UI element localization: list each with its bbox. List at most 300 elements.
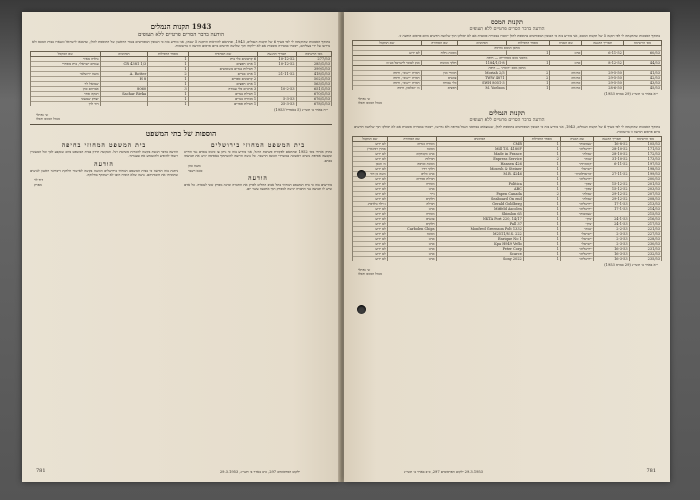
right-date-line-2: י״א באדר ב׳ תשי״ג (29 במרס 1953)	[604, 263, 658, 268]
table-cell: עמרם ישראלי, בית מסחרי	[31, 61, 101, 66]
column-header: שם המקבל	[31, 51, 101, 56]
table-cell: 2-2-53	[594, 227, 629, 232]
table-cell: לא ידוע	[353, 227, 388, 232]
column-header: שם המקבל	[353, 137, 388, 142]
table-cell: 6-11-52	[594, 162, 629, 167]
block1-signer-role: כונס רשמי	[188, 169, 203, 174]
table-cell: כלי עבודה	[421, 81, 458, 86]
table-cell: חלקים	[387, 197, 436, 202]
table-cell: Gerald Goldberg	[436, 202, 523, 207]
left-page-subtitle: הודעה בדבר הסרים פרטיים ללא תעופים	[137, 32, 225, 38]
table-cell: ארגז	[550, 51, 582, 56]
table-cell: 6 קרטונים כלי בית	[188, 56, 257, 61]
table-cell: 1 ארגז בגדים	[188, 71, 257, 76]
right-section2-subtitle: הודעה בדבר הסרים פרטיים ללא תעופים	[469, 118, 545, 124]
left-table-body	[31, 56, 332, 106]
table-cell: ABC	[436, 187, 523, 192]
table-cell: 2-3-53	[594, 232, 629, 237]
table-cell: 1	[148, 101, 189, 106]
table-cell: 1	[523, 247, 560, 252]
table-cell: 45/53	[623, 86, 661, 91]
table-cell: חבילת ספרים	[387, 177, 436, 182]
table-cell: 29-5-50	[582, 81, 623, 86]
table-cell: 1	[523, 152, 560, 157]
table-cell: 1	[148, 81, 189, 86]
right-port-table	[352, 136, 662, 261]
table-cell: לא ידוע	[353, 257, 388, 262]
left-page-title: 1943 תקנות הנמלים	[150, 22, 212, 31]
divider	[30, 124, 332, 125]
table-cell: חומרי בנין	[421, 71, 458, 76]
table-cell: 15-12-52	[594, 187, 629, 192]
table-cell: 676/1/53	[296, 96, 331, 101]
table-cell: ארגז בקבוקים	[387, 152, 436, 157]
binder-hole-icon	[357, 305, 366, 314]
table-cell: 418/1/53	[296, 71, 331, 76]
group-label: מחסני מכס מסחריים — חיפה	[353, 56, 662, 61]
table-cell: Mosesh & Steiner	[436, 167, 523, 172]
table-cell: 16-3-53	[594, 252, 629, 257]
block4-title: הודעה	[94, 160, 114, 168]
table-cell: 29-5-50	[582, 76, 623, 81]
column-header: תאריך ההגעה	[594, 137, 629, 142]
table-cell: 173/53	[629, 157, 661, 162]
table-cell: 197/53	[629, 162, 661, 167]
right-page	[344, 12, 670, 482]
table-cell: 232/53	[629, 252, 661, 257]
table-cell: 670/1/53	[296, 91, 331, 96]
table-cell: M2511/N.S. 222	[436, 232, 523, 237]
table-cell: 42/53	[623, 76, 661, 81]
port-table-body	[353, 142, 662, 262]
left-signer-title: מנהל המכס והבלו	[36, 116, 61, 121]
table-cell: 1 ארגז חפצים	[188, 81, 257, 86]
left-signer-name: ש׳ נפתלי	[36, 112, 49, 117]
table-cell: ״קוממיות״	[560, 162, 594, 167]
right-date-line: י״א באדר ב׳ תשי״ג (29 במרס 1953)	[604, 92, 658, 97]
table-cell: A. Rotter	[100, 71, 148, 76]
table-cell: ארגזים	[550, 71, 582, 76]
column-header: שם האניה	[550, 41, 582, 46]
right-signer2-name: ש׳ נפתלי	[358, 268, 371, 273]
table-cell: 235/53	[629, 257, 661, 262]
table-cell: ארגזים	[550, 76, 582, 81]
table-cell: ״ציון״	[560, 217, 594, 222]
table-cell: Seaboard On end	[436, 197, 523, 202]
table-cell: 1	[523, 222, 560, 227]
table-row	[353, 257, 662, 262]
table-cell: 1	[523, 242, 560, 247]
table-cell: ארגז	[387, 247, 436, 252]
table-cell: 227/53	[629, 232, 661, 237]
table-cell: ״ירושלים״	[560, 147, 594, 152]
table-cell: בנק לאומי לישראל בע״מ	[353, 61, 422, 66]
table-cell: 10-2-53	[258, 86, 296, 91]
table-cell: 25-3-53	[258, 101, 296, 106]
table-cell: 1	[148, 96, 189, 101]
table-cell: 1	[506, 51, 550, 56]
table-cell: חלקים	[387, 222, 436, 227]
table-cell: ״נגבה״	[560, 157, 594, 162]
table-cell: 1	[506, 61, 550, 66]
right-table-body	[353, 46, 662, 91]
table-cell: 502/1/53	[296, 76, 331, 81]
right-footer: 29.3.1953 ילקוט הפרסומים 297, כ״ב באדר ב׳ תשי״ג	[404, 470, 483, 474]
binder-hole-icon	[357, 170, 366, 179]
table-cell: ארגז	[387, 187, 436, 192]
table-cell: 21-11-52	[258, 71, 296, 76]
table-cell: ״ישראל״	[560, 232, 594, 237]
column-header: הסימנים	[458, 41, 506, 46]
table-cell: 43/53	[623, 81, 661, 86]
table-cell: 1	[523, 202, 560, 207]
table-cell: ארגז	[387, 237, 436, 242]
table-cell: לא ידוע	[353, 152, 388, 157]
table-cell: 1	[523, 232, 560, 237]
table-cell: 1	[148, 66, 189, 71]
table-cell: 27-11-52	[594, 172, 629, 177]
table-cell: Moriah 2/3	[458, 71, 506, 76]
table-cell: Papen Canada	[436, 192, 523, 197]
table-cell: 1184/1/1-8	[458, 61, 506, 66]
table-cell: ״נגבה״	[560, 227, 594, 232]
table-cell: 2-3-53	[594, 237, 629, 242]
table-cell: M.B. 4246	[436, 172, 523, 177]
left-footer: ילקוט הפרסומים 297, כ״ב באדר ב׳ תשי״ג, 29.3.1953	[219, 470, 300, 474]
table-cell: ״ירושלים״	[560, 247, 594, 252]
column-header: תאריך ההגעה	[582, 41, 623, 46]
court-column-right	[184, 140, 332, 192]
table-cell: 198/53	[629, 167, 661, 172]
left-page	[22, 12, 340, 482]
table-cell: 8-12-52	[582, 61, 623, 66]
table-cell: 215/53	[629, 212, 661, 217]
table-cell: ״ישראל״	[560, 242, 594, 247]
table-cell: לא ידוע	[353, 217, 388, 222]
table-cell: 28-10-52	[594, 147, 629, 152]
table-cell: 15-12-52	[594, 182, 629, 187]
left-goods-table	[30, 51, 332, 106]
table-cell: אברהם כהן	[31, 86, 101, 91]
table-cell: 1	[523, 142, 560, 147]
table-cell: 2	[523, 192, 560, 197]
table-cell: מזוודה	[387, 212, 436, 217]
table-cell: 172/53	[629, 152, 661, 157]
table-cell: ארגז	[550, 61, 582, 66]
right-goods-table	[352, 40, 662, 90]
table-cell: חברת ״ישוב״, חיפה	[353, 76, 422, 81]
table-cell: 1 מזוודה בגדים	[188, 96, 257, 101]
table-cell: חלקי מכונות	[421, 61, 458, 66]
table-cell: Monfred Greenson Polt 1332	[436, 227, 523, 232]
table-cell: 1	[523, 182, 560, 187]
court-notices-columns	[30, 140, 332, 192]
table-cell: 1	[523, 212, 560, 217]
table-cell: אהרן רבינוביץ	[353, 147, 388, 152]
table-cell: 563/1/53	[296, 81, 331, 86]
table-cell: 65 Shimlon	[436, 212, 523, 217]
table-cell: 1	[506, 86, 550, 91]
block2-text: מודיעים בזה כי בית המשפט המחוזי בתל אביב החליט לפרק את החברה ומינה מפרק זמני לנכסיה. כל אדם שיש לו תביעה נגד החברה יגישה למפרק תוך ארבעה עשר יום.	[184, 183, 332, 192]
group-label: מחסן מכס ״רמות״ — חיפה	[353, 66, 662, 71]
column-header: שם הסחורה	[387, 137, 436, 142]
table-cell: 199/53	[629, 172, 661, 177]
table-cell: 1	[523, 257, 560, 262]
block3-title: בית המשפט המחוזי בחיפה	[61, 141, 147, 149]
block1-title: בית המשפט המחוזי בירושלים	[210, 141, 306, 149]
table-cell: חברת ״ישוב״, חיפה	[353, 81, 422, 86]
column-header: מס׳ הרשימה	[296, 51, 331, 56]
table-cell: 1	[148, 76, 189, 81]
table-cell: 5-3-53	[258, 96, 296, 101]
column-header: הסימנים	[436, 137, 523, 142]
table-cell: 1	[148, 61, 189, 66]
right-signer-name: ש׳ נפתלי	[358, 97, 371, 102]
table-cell: ״ירושלים״	[560, 257, 594, 262]
table-cell: גולדה מאיר	[31, 56, 101, 61]
table-cell: ארגז	[387, 252, 436, 257]
table-cell: 2	[523, 157, 560, 162]
table-cell: Sony 2022	[436, 257, 523, 262]
table-cell: נייר	[387, 192, 436, 197]
table-cell: 201/53	[629, 182, 661, 187]
table-cell: לא ידוע	[353, 192, 388, 197]
table-cell: חלקי רדיו	[387, 167, 436, 172]
table-cell: 10-12-52	[258, 56, 296, 61]
table-cell: 2 קרטונים ספרים	[188, 76, 257, 81]
table-cell: ארגזים	[550, 81, 582, 86]
left-intro-paragraph: בתוקף הסמכות שהוקנתה לי לפי סעיף 6 של תקנות הנמלים, 1943, ובהתאם להוראות התקנה 5 שבהן, אני מודיע בזה כי הטובין המפורטים בטור הראשון של התוספת להלן, שהובאו לישראל ונשארו בבית המכס ולא נדרשו על ידי בעליהם, יימכרו במכירה פומבית אם לא יילקחו תוך שלושה חדשים מיום פרסום הודעה זו ברשומות.	[32, 40, 331, 49]
table-cell: יצחק שמעוני	[31, 96, 101, 101]
table-cell: חבילה	[387, 202, 436, 207]
table-cell: 1	[523, 197, 560, 202]
table-cell: צבעים	[421, 76, 458, 81]
table-cell: לא ידוע	[353, 187, 388, 192]
block3-text: הודעה בדבר הגשת בקשה להכרזת פשיטת רגל. הבקשה תידון בבית המשפט ביום שנקבע לכך וכל המעוניין רשאי להופיע ולהשמיע את טענותיו.	[30, 149, 178, 159]
table-cell: Made in France	[436, 152, 523, 157]
table-cell: CMB	[436, 142, 523, 147]
table-cell: לא ידוע	[353, 167, 388, 172]
table-cell: 31-10-52	[594, 157, 629, 162]
table-cell: לא ידוע	[353, 242, 388, 247]
table-cell: 29-12-52	[594, 192, 629, 197]
table-cell: חברת ״ישוב״, חיפה	[353, 71, 422, 76]
right-section2-intro: בתוקף הסמכות שהוקנתה לי לפי סעיף 6 של תקנות הנמלים, 1943, אני מודיע בזה כי הטובין המפורטים בתוספת להלן, שנמצאים במחסני הנמל בחיפה ולא נדרשו, יימכרו במכירה פומבית אם לא יסולקו תוך שלושה חדשים מיום פרסום הודעה זו ברשומות.	[354, 125, 660, 134]
table-cell: Express Service	[436, 157, 523, 162]
table-cell: 200/53	[629, 177, 661, 182]
table-cell: מכונת גילוח	[421, 51, 458, 56]
column-header: תאריך ההגעה	[258, 51, 296, 56]
table-cell: 1	[148, 56, 189, 61]
table-cell: 203/53	[629, 187, 661, 192]
table-cell: לא ידוע	[353, 157, 388, 162]
table-cell: לא ידוע	[353, 197, 388, 202]
table-cell: ״ירושלים״	[560, 252, 594, 257]
table-cell: 1	[523, 147, 560, 152]
table-cell: 213/53	[629, 202, 661, 207]
table-cell: ״טרנסילבניה״	[560, 172, 594, 177]
column-header: מס׳ הרשימה	[623, 41, 661, 46]
table-row	[31, 101, 332, 106]
table-cell: רבקה סחר	[31, 91, 101, 96]
table-cell: 1	[523, 187, 560, 192]
table-cell: 1	[523, 207, 560, 212]
group-label: מחסן המכס בחיפה	[353, 46, 662, 51]
table-cell: ארגז	[387, 257, 436, 262]
table-cell: 1	[523, 252, 560, 257]
table-cell: 216/53	[629, 217, 661, 222]
right-intro-paragraph: בתוקף הסמכות שהוקנתה לי לפי תקנה 5 של תקנות המכס, אני מודיע בזה כי הטובין המפורטים בתוספת להלן יימכרו במכירה פומבית אם לא יסולקו תוך שלושה חדשים מיום פרסום הודעה זו.	[398, 34, 660, 38]
table-cell: ״צפון״	[560, 182, 594, 187]
table-cell: 2-3-53	[594, 242, 629, 247]
table-cell: 2	[506, 76, 550, 81]
table-cell: CR 4381 1/3	[100, 61, 148, 66]
table-cell: 399/1/53	[296, 66, 331, 71]
table-cell: 8060	[100, 86, 148, 91]
table-cell: מזוודה בגדים	[387, 142, 436, 147]
table-cell: ״צפון״	[560, 187, 594, 192]
table-cell: 1	[523, 227, 560, 232]
table-cell: 1	[148, 91, 189, 96]
table-cell: ״ירושלים״	[560, 202, 594, 207]
column-header: שם הסחורה	[188, 51, 257, 56]
table-cell: חבילות	[387, 157, 436, 162]
column-header: מס׳ הרשימה	[629, 137, 661, 142]
block2-title: הודעה	[248, 175, 268, 183]
table-cell: לא ידוע	[353, 222, 388, 227]
block4-text: ניתנת בזה הודעה כי בבית המשפט המחוזי בירושלים הוגשה בקשה לאישור חלוקת דיבידנד ראשון לנושים שהוכיחו את חובותיהם. נושה שלא הוכיח חובו לא ישתתף בחלוקה.	[30, 168, 178, 178]
column-header: שם האניה	[560, 137, 594, 142]
left-date-line: י״ח באדר ב׳ תשי״ג (5 באפריל 1953)	[274, 107, 328, 112]
table-cell: 285/1/53	[296, 61, 331, 66]
table-cell: חפצים	[421, 86, 458, 91]
table-cell: 1	[506, 81, 550, 86]
table-cell: 105/53	[629, 142, 661, 147]
table-cell: 24-1-53	[594, 217, 629, 222]
right-page-title: תקנות המכס	[491, 18, 523, 26]
court-section-title: הוספות של בתי המשפט	[145, 128, 217, 138]
table-cell: 6-11-52	[582, 51, 623, 56]
table-row	[353, 86, 662, 91]
table-cell: משה בן דוד	[353, 172, 388, 177]
table-cell: מכונה	[387, 232, 436, 237]
table-cell: מכונה	[387, 147, 436, 152]
table-cell: 7 חבילות בגדים משומשים	[188, 66, 257, 71]
table-cell: מכונת כביסה	[387, 162, 436, 167]
table-cell: 28-6-50	[582, 86, 623, 91]
table-cell: 221/53	[629, 227, 661, 232]
table-cell: 1 חבילת ספרים	[188, 101, 257, 106]
table-cell: ״גאולה״	[560, 197, 594, 202]
table-cell: לא ידוע	[353, 232, 388, 237]
table-cell: דוד לוין	[31, 101, 101, 106]
column-header: מספר החבילות	[148, 51, 189, 56]
court-column-left	[30, 140, 178, 192]
table-cell: M. Yoelson	[458, 86, 506, 91]
table-cell: ארגז	[387, 242, 436, 247]
table-cell: 1	[523, 177, 560, 182]
block4-signer-role: מפרק	[34, 183, 42, 188]
table-cell: 2	[506, 71, 550, 76]
table-cell: 41/53	[623, 71, 661, 76]
table-cell: 678/1/53	[296, 101, 331, 106]
table-cell: 230/53	[629, 242, 661, 247]
left-page-number: 781	[36, 468, 46, 474]
table-cell: Sachar Rivka	[100, 91, 148, 96]
table-cell: ״ישראל״	[560, 167, 594, 172]
table-cell: צבעים	[387, 217, 436, 222]
table-cell: 214/53	[629, 207, 661, 212]
table-cell: 217/53	[629, 222, 661, 227]
table-cell: 24-1-53	[594, 222, 629, 227]
block1-text: בתיק אזרחי מס׳ 1952 ובהתאם לפקודת פשיטת הרגל, אני מודיע בזה כי ניתן צו כינוס נכסים נגד החייב ונקבעה אסיפת נושים ראשונה במשרדי הכונס הרשמי. כל נושה הרוצה להשתתף באסיפה יגיש את תביעתו בכתב.	[184, 149, 332, 163]
table-cell: ״ציון״	[560, 222, 594, 227]
column-header: שם הסחורה	[421, 41, 458, 46]
table-cell: 1	[523, 162, 560, 167]
table-cell: 1 ארגז חפצים	[188, 61, 257, 66]
table-cell: לא ידוע	[353, 207, 388, 212]
table-cell: מ׳ יואלסון, חיפה	[353, 86, 422, 91]
table-cell: ״גאולה״	[560, 152, 594, 157]
block4-signer: דוד לוי	[34, 178, 44, 183]
table-cell: TWW 4871	[458, 76, 506, 81]
right-page-number: 781	[646, 468, 656, 474]
table-cell: לא ידוע	[353, 177, 388, 182]
table-cell: 1	[523, 237, 560, 242]
table-cell: 3	[148, 86, 189, 91]
table-cell: לא ידוע	[353, 247, 388, 252]
table-cell: לא ידוע	[353, 212, 388, 217]
table-cell: 16-3-53	[594, 257, 629, 262]
table-cell: ״עצמאות״	[560, 212, 594, 217]
table-cell: ״ישראל״	[560, 237, 594, 242]
right-signer2-title: מנהל המכס והבלו	[358, 272, 383, 277]
table-cell: Carbolen Chips	[387, 227, 436, 232]
table-cell: מ׳ הנסן	[353, 162, 388, 167]
table-cell: 3 ארגזים כלי עבודה	[188, 86, 257, 91]
table-cell: NKTA Port 220, 14/17	[436, 217, 523, 222]
table-cell: 208/53	[629, 197, 661, 202]
table-cell: לא ידוע	[353, 182, 388, 187]
table-cell: לא ידוע	[353, 237, 388, 242]
table-cell: לא ידוע	[353, 51, 422, 56]
table-cell: Mill T.S. 4180F	[436, 147, 523, 152]
right-signer-title: מנהל המכס והבלו	[358, 101, 383, 106]
table-cell: 651/1/53	[296, 86, 331, 91]
table-cell: 1 חבילת בגדים	[188, 91, 257, 96]
table-cell: ״ירושלים״	[560, 177, 594, 182]
table-cell: ״עצמאות״	[560, 142, 594, 147]
table-cell	[100, 101, 148, 106]
table-cell: ״ירושלים״	[560, 207, 594, 212]
column-header: שם המקבל	[353, 41, 422, 46]
table-cell: ״גאולה״	[560, 192, 594, 197]
table-cell: משה ירושלמי	[31, 71, 101, 76]
table-cell: 17-1-53	[594, 202, 629, 207]
table-cell: Scarce	[436, 252, 523, 257]
table-cell: Enrique No 1	[436, 237, 523, 242]
table-cell: Kpa H949 Veflo	[436, 242, 523, 247]
table-cell: 207/53	[629, 192, 661, 197]
table-cell: 1	[523, 172, 560, 177]
table-cell: H 8	[100, 76, 148, 81]
table-cell: 1	[523, 217, 560, 222]
table-cell: לא ידוע	[353, 252, 388, 257]
column-header: הסימנים	[100, 51, 148, 56]
table-cell: Mitfeld Ascolen	[436, 207, 523, 212]
table-cell: ארגז	[387, 207, 436, 212]
table-cell: 228/53	[629, 237, 661, 242]
